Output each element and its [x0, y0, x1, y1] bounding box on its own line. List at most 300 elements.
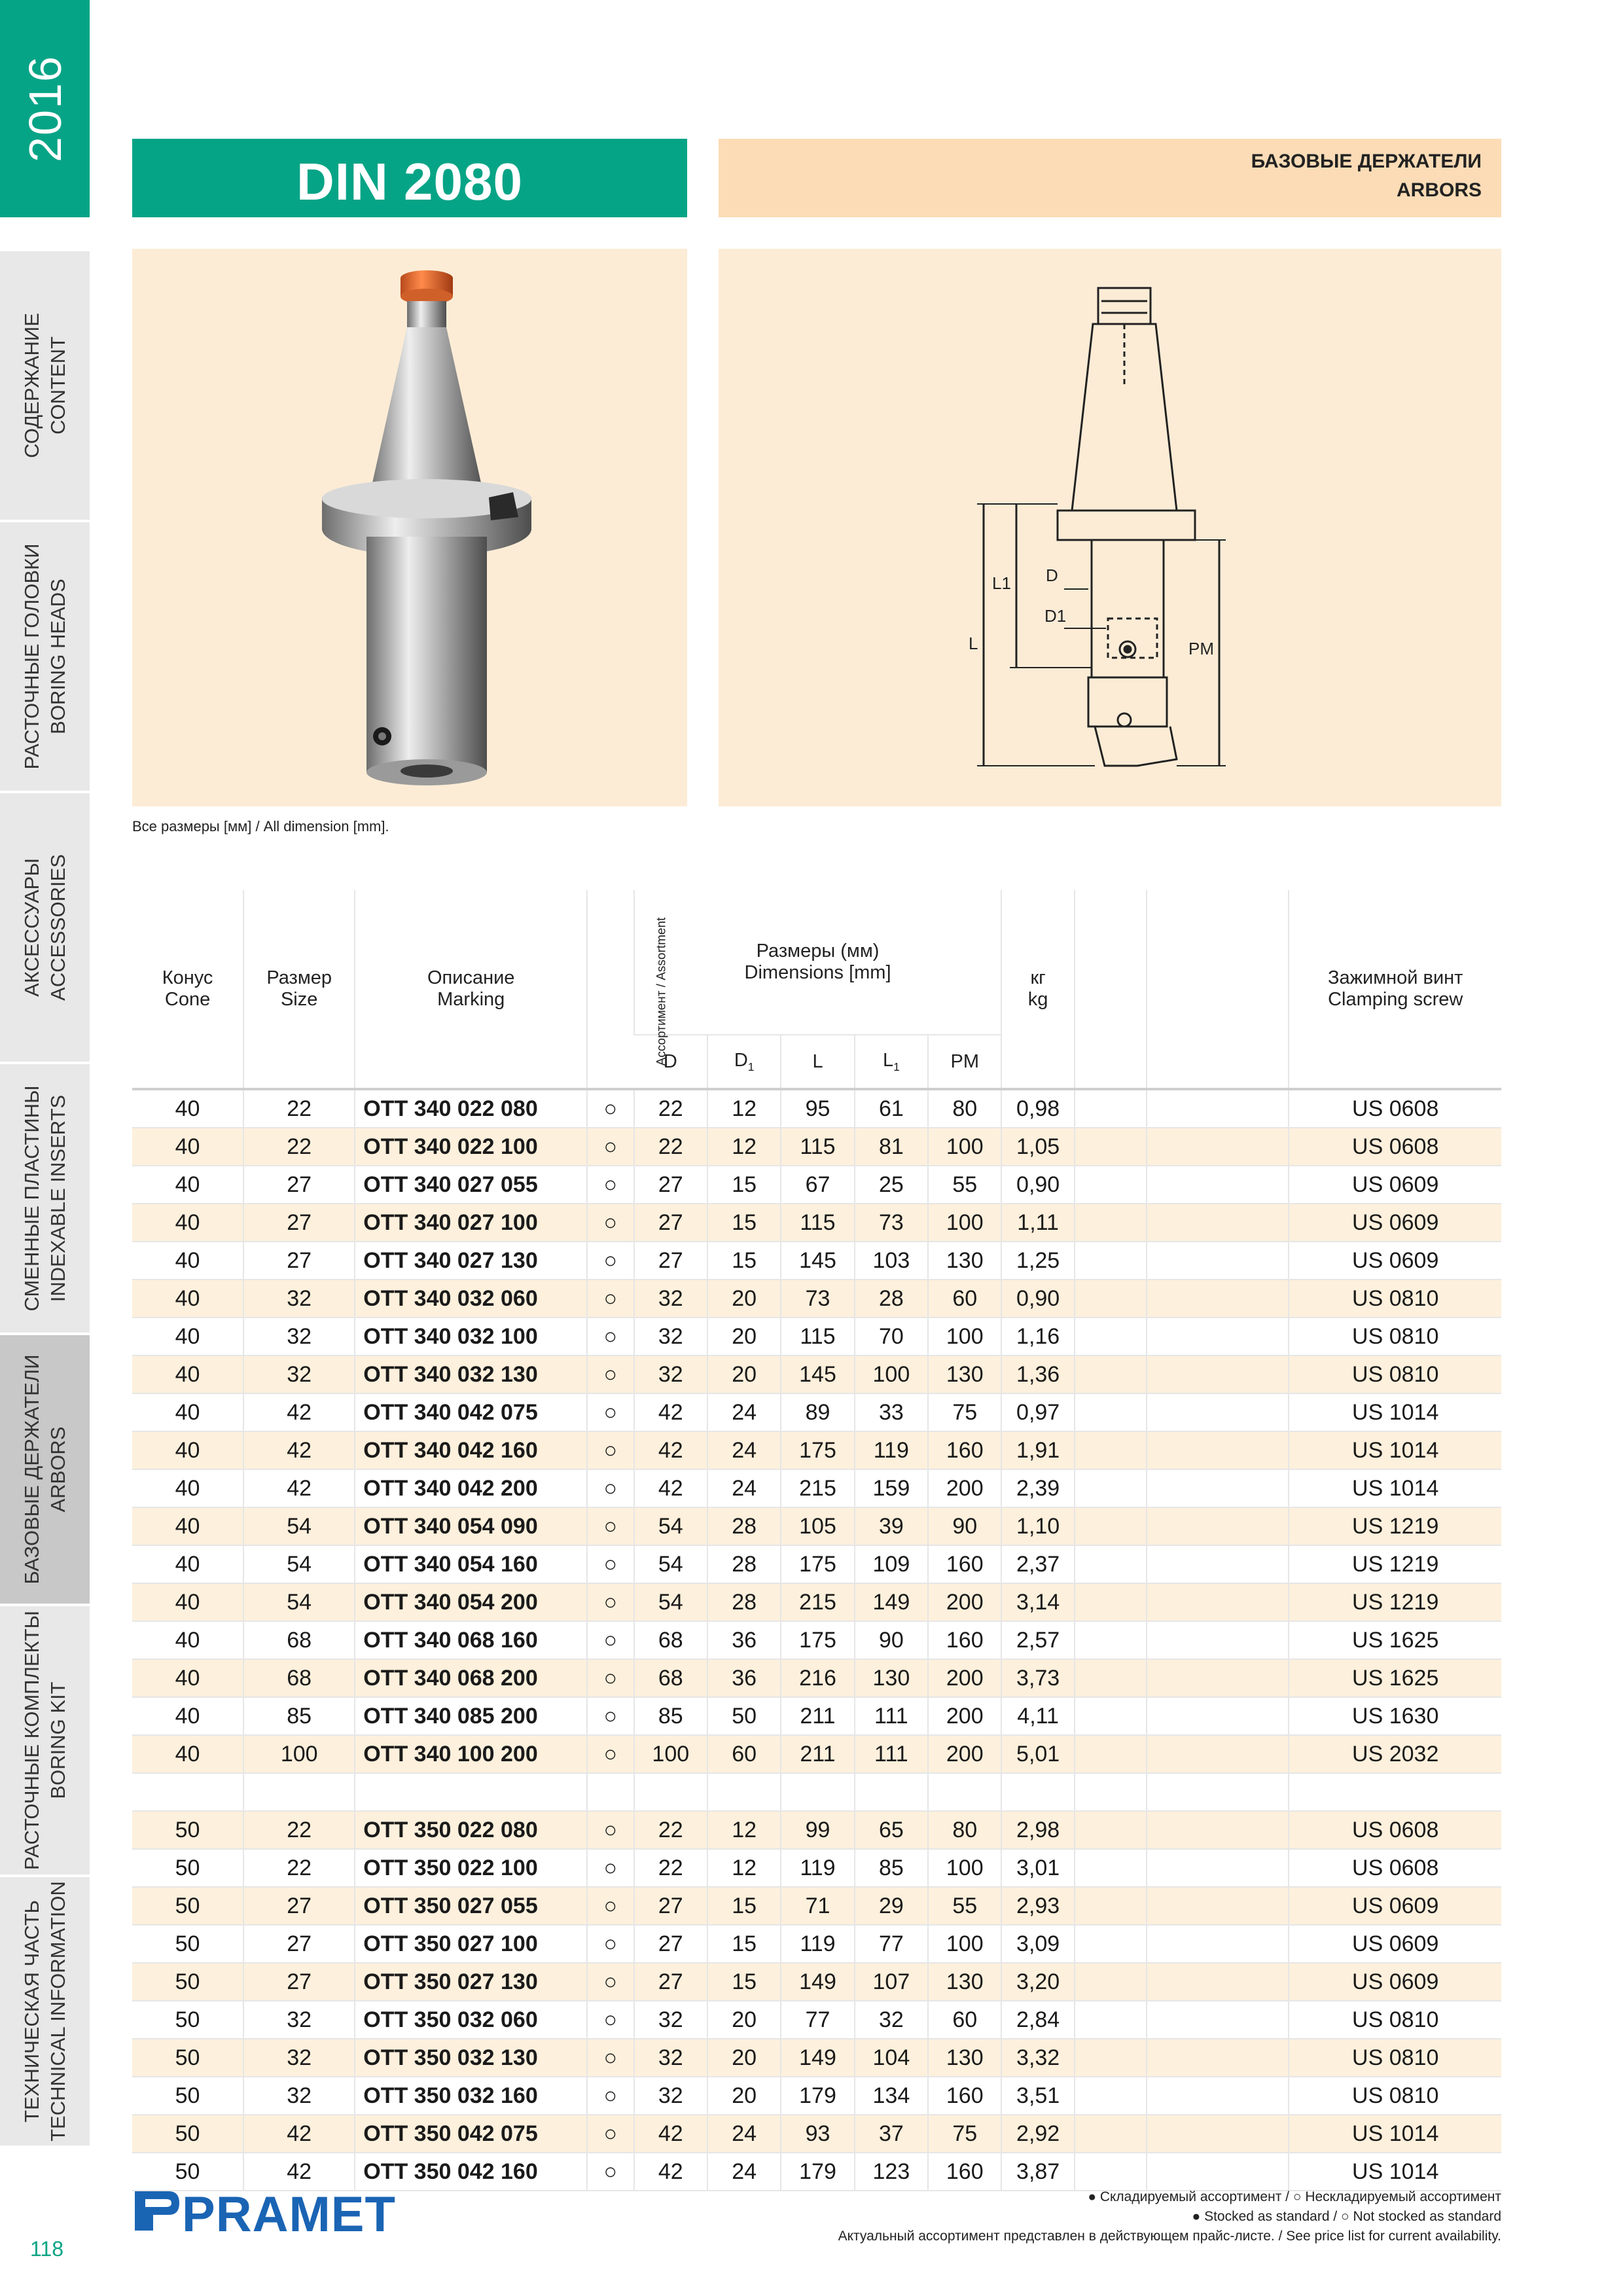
pm-cell: 160: [928, 1621, 1001, 1659]
pm-cell: 160: [928, 1431, 1001, 1469]
d-cell: 22: [634, 1811, 707, 1849]
d1-cell: 36: [707, 1659, 781, 1697]
tab-label-ru: РАСТОЧНЫЕ КОМПЛЕКТЫ: [20, 1610, 43, 1871]
pm-cell: 200: [928, 1469, 1001, 1507]
size-cell: 85: [243, 1697, 355, 1735]
l1-cell: 73: [855, 1204, 928, 1242]
size-cell: 32: [243, 1355, 355, 1393]
cone-cell: 40: [132, 1128, 243, 1166]
pm-cell: 80: [928, 1811, 1001, 1849]
empty-cell: [1147, 1089, 1289, 1128]
l-cell: 215: [781, 1469, 854, 1507]
marking-cell: OTT 350 042 160: [355, 2153, 587, 2191]
marking-cell: OTT 340 022 100: [355, 1128, 587, 1166]
sidebar-tab-accessories[interactable]: [0, 793, 90, 1062]
tab-label-ru: ТЕХНИЧЕСКАЯ ЧАСТЬ: [20, 1900, 43, 2123]
size-cell: 27: [243, 1242, 355, 1280]
cone-cell: 50: [132, 2039, 243, 2077]
l-cell: 115: [781, 1128, 854, 1166]
product-photo: [132, 249, 687, 806]
empty-cell: [1075, 1089, 1147, 1128]
d-cell: 85: [634, 1697, 707, 1735]
product-table: [132, 890, 1501, 2191]
weight-cell: 2,98: [1001, 1811, 1074, 1849]
header-d: D: [634, 1035, 707, 1089]
tab-label-en: ARBORS: [46, 1426, 69, 1513]
l1-cell: 61: [855, 1089, 928, 1128]
empty-cell: [1075, 2039, 1147, 2077]
weight-cell: 2,57: [1001, 1621, 1074, 1659]
l1-cell: 85: [855, 1849, 928, 1887]
l1-cell: 107: [855, 1963, 928, 2001]
l1-cell: 65: [855, 1811, 928, 1849]
marking-cell: OTT 340 068 200: [355, 1659, 587, 1697]
screw-cell: US 1625: [1289, 1621, 1501, 1659]
size-cell: 22: [243, 1849, 355, 1887]
d1-cell: 15: [707, 1963, 781, 2001]
l1-cell: 77: [855, 1925, 928, 1963]
marking-cell: OTT 340 068 160: [355, 1621, 587, 1659]
weight-cell: 0,90: [1001, 1280, 1074, 1318]
empty-cell: [1075, 1849, 1147, 1887]
sidebar-tab-content[interactable]: [0, 251, 90, 520]
marking-cell: OTT 340 042 200: [355, 1469, 587, 1507]
table-row: [132, 1621, 1501, 1659]
year-tab[interactable]: [0, 0, 90, 217]
empty-cell: [1075, 1925, 1147, 1963]
l1-cell: 119: [855, 1431, 928, 1469]
l-cell: 73: [781, 1280, 854, 1318]
weight-cell: 3,73: [1001, 1659, 1074, 1697]
marking-cell: OTT 340 100 200: [355, 1735, 587, 1773]
assortment-cell: ○: [587, 1659, 633, 1697]
screw-cell: US 0609: [1289, 1887, 1501, 1925]
d1-cell: 24: [707, 2153, 781, 2191]
size-cell: 22: [243, 1811, 355, 1849]
marking-cell: OTT 350 032 060: [355, 2001, 587, 2039]
l-cell: 149: [781, 2039, 854, 2077]
d-cell: 32: [634, 2077, 707, 2115]
spacer-cell: [132, 1773, 243, 1811]
table-row: [132, 1204, 1501, 1242]
marking-cell: OTT 350 032 160: [355, 2077, 587, 2115]
assortment-cell: ○: [587, 1887, 633, 1925]
tab-label-ru: СОДЕРЖАНИЕ: [20, 313, 43, 458]
empty-cell: [1147, 1811, 1289, 1849]
pm-cell: 60: [928, 1280, 1001, 1318]
l1-cell: 159: [855, 1469, 928, 1507]
table-row: [132, 1507, 1501, 1545]
l1-cell: 111: [855, 1735, 928, 1773]
table-row: [132, 1735, 1501, 1773]
assortment-cell: ○: [587, 1128, 633, 1166]
l1-cell: 37: [855, 2115, 928, 2153]
l-cell: 179: [781, 2153, 854, 2191]
d1-cell: 12: [707, 1811, 781, 1849]
d-cell: 22: [634, 1849, 707, 1887]
sidebar-tab-technical-information[interactable]: [0, 1877, 90, 2145]
table-row: [132, 1431, 1501, 1469]
table-row: [132, 1697, 1501, 1735]
marking-cell: OTT 340 032 060: [355, 1280, 587, 1318]
tab-label-en: BORING KIT: [46, 1681, 69, 1799]
d1-cell: 15: [707, 1925, 781, 1963]
d1-cell: 20: [707, 2001, 781, 2039]
l1-cell: 123: [855, 2153, 928, 2191]
empty-cell: [1147, 1849, 1289, 1887]
d-cell: 54: [634, 1545, 707, 1583]
size-cell: 32: [243, 2077, 355, 2115]
empty-cell: [1147, 1166, 1289, 1204]
sidebar-tab-indexable-inserts[interactable]: [0, 1064, 90, 1333]
assortment-cell: ○: [587, 1431, 633, 1469]
empty-cell: [1147, 2077, 1289, 2115]
arbor-photo-illustration: [132, 249, 687, 806]
assortment-cell: ○: [587, 2039, 633, 2077]
weight-cell: 3,01: [1001, 1849, 1074, 1887]
assortment-cell: ○: [587, 2153, 633, 2191]
d1-cell: 28: [707, 1545, 781, 1583]
marking-cell: OTT 340 085 200: [355, 1697, 587, 1735]
weight-cell: 2,39: [1001, 1469, 1074, 1507]
screw-cell: US 0608: [1289, 1849, 1501, 1887]
empty-cell: [1075, 1887, 1147, 1925]
table-row: [132, 2001, 1501, 2039]
l1-cell: 81: [855, 1128, 928, 1166]
cone-cell: 40: [132, 1280, 243, 1318]
size-cell: 27: [243, 1166, 355, 1204]
sidebar-tab-boring-heads[interactable]: [0, 522, 90, 791]
cone-cell: 40: [132, 1659, 243, 1697]
empty-cell: [1147, 1507, 1289, 1545]
pm-cell: 130: [928, 1355, 1001, 1393]
pm-cell: 100: [928, 1849, 1001, 1887]
cone-cell: 40: [175, 1551, 200, 1577]
empty-cell: [1075, 1621, 1147, 1659]
screw-cell: US 0609: [1289, 1925, 1501, 1963]
cone-cell: 40: [175, 1703, 200, 1729]
marking-cell: OTT 340 032 130: [355, 1355, 587, 1393]
screw-cell: US 0608: [1289, 1811, 1501, 1849]
l1-cell: 111: [855, 1697, 928, 1735]
empty-cell: [1147, 1280, 1289, 1318]
assortment-cell: ○: [587, 2001, 633, 2039]
empty-cell: [1075, 1393, 1147, 1431]
empty-cell: [1147, 1469, 1289, 1507]
l-cell: 93: [781, 2115, 854, 2153]
l-cell: 115: [781, 1318, 854, 1355]
assortment-cell: ○: [587, 1355, 633, 1393]
legend-note: Актуальный ассортимент представлен в действующем прайс-листе. / See price list for current availability.: [838, 2229, 1501, 2244]
table-row: [132, 1393, 1501, 1431]
empty-cell: [1075, 1280, 1147, 1318]
l-cell: 119: [781, 1925, 854, 1963]
d-cell: 42: [634, 1431, 707, 1469]
cone-cell: 50: [175, 2159, 200, 2184]
assortment-cell: ○: [587, 1280, 633, 1318]
empty-cell: [1075, 1128, 1147, 1166]
marking-cell: OTT 340 054 160: [355, 1545, 587, 1583]
marking-cell: OTT 340 042 075: [355, 1393, 587, 1431]
pm-cell: 100: [928, 1128, 1001, 1166]
weight-cell: 2,37: [1001, 1545, 1074, 1583]
page-title: DIN 2080: [296, 152, 523, 211]
marking-cell: OTT 340 022 080: [355, 1089, 587, 1128]
empty-cell: [1075, 1166, 1147, 1204]
cone-cell: 40: [132, 1204, 243, 1242]
drawing-label-l: L: [969, 634, 978, 653]
table-row: [132, 1089, 1501, 1128]
spacer-cell: [634, 1773, 707, 1811]
empty-cell: [1147, 1318, 1289, 1355]
l-cell: 99: [781, 1811, 854, 1849]
screw-cell: US 1014: [1289, 1393, 1501, 1431]
marking-cell: OTT 340 054 090: [355, 1507, 587, 1545]
l-cell: 211: [781, 1697, 854, 1735]
d-cell: 42: [634, 1469, 707, 1507]
table-row: [132, 1849, 1501, 1887]
marking-cell: OTT 350 027 100: [355, 1925, 587, 1963]
empty-cell: [1147, 2001, 1289, 2039]
size-cell: 54: [243, 1507, 355, 1545]
l1-cell: 32: [855, 2001, 928, 2039]
empty-cell: [1075, 2153, 1147, 2191]
table-spacer-row: [132, 1773, 1501, 1811]
header-pm: PM: [928, 1035, 1001, 1089]
d-cell: 22: [634, 1089, 707, 1128]
l-cell: 211: [781, 1735, 854, 1773]
d1-cell: 12: [707, 1089, 781, 1128]
empty-cell: [1075, 1204, 1147, 1242]
header-empty-2: [1147, 890, 1289, 1089]
table-row: [132, 1242, 1501, 1280]
l-cell: 67: [781, 1166, 854, 1204]
l-cell: 179: [781, 2077, 854, 2115]
l-cell: 175: [781, 1621, 854, 1659]
size-cell: 32: [243, 2039, 355, 2077]
weight-cell: 1,25: [1001, 1242, 1074, 1280]
header-d1: $D_1$: [707, 1035, 781, 1089]
marking-cell: OTT 350 032 130: [355, 2039, 587, 2077]
empty-cell: [1075, 2077, 1147, 2115]
d-cell: 54: [634, 1507, 707, 1545]
cone-cell: 50: [175, 1931, 200, 1956]
empty-cell: [1147, 1963, 1289, 2001]
d1-cell: 60: [707, 1735, 781, 1773]
pm-cell: 200: [928, 1735, 1001, 1773]
screw-cell: US 0810: [1289, 1355, 1501, 1393]
l-cell: 71: [781, 1887, 854, 1925]
assortment-cell: ○: [587, 1545, 633, 1583]
empty-cell: [1075, 1811, 1147, 1849]
d1-cell: 15: [707, 1887, 781, 1925]
size-cell: 42: [243, 2115, 355, 2153]
pm-cell: 200: [928, 1583, 1001, 1621]
weight-cell: 3,32: [1001, 2039, 1074, 2077]
cone-cell: 40: [132, 1507, 243, 1545]
screw-cell: US 1014: [1289, 1469, 1501, 1507]
assortment-cell: ○: [587, 1166, 633, 1204]
pm-cell: 75: [928, 2115, 1001, 2153]
table-row: [132, 1355, 1501, 1393]
empty-cell: [1075, 1963, 1147, 2001]
size-cell: 27: [243, 1887, 355, 1925]
d-cell: 27: [634, 1887, 707, 1925]
d1-cell: 50: [707, 1697, 781, 1735]
screw-cell: US 0810: [1289, 1318, 1501, 1355]
empty-cell: [1147, 1431, 1289, 1469]
empty-cell: [1147, 1621, 1289, 1659]
header-cone: Конус Cone: [132, 890, 243, 1089]
header-screw: Зажимной винт Clamping screw: [1289, 890, 1501, 1089]
marking-cell: OTT 340 032 100: [355, 1318, 587, 1355]
spacer-cell: [1289, 1773, 1501, 1811]
pm-cell: 100: [928, 1204, 1001, 1242]
screw-cell: US 1219: [1289, 1507, 1501, 1545]
size-cell: 42: [243, 1469, 355, 1507]
d-cell: 22: [634, 1128, 707, 1166]
screw-cell: US 0609: [1289, 1166, 1501, 1204]
screw-cell: US 1625: [1289, 1659, 1501, 1697]
pm-cell: 100: [928, 1925, 1001, 1963]
header-l1: $L_1$: [855, 1035, 928, 1089]
d-cell: 27: [634, 1925, 707, 1963]
l1-cell: 109: [855, 1545, 928, 1583]
l-cell: 119: [781, 1849, 854, 1887]
tab-label-en: BORING HEADS: [46, 579, 69, 734]
pm-cell: 55: [928, 1166, 1001, 1204]
pm-cell: 90: [928, 1507, 1001, 1545]
d1-cell: 28: [707, 1583, 781, 1621]
weight-cell: 0,98: [1001, 1089, 1074, 1128]
cone-cell: 40: [132, 1431, 243, 1469]
d1-cell: 20: [707, 1355, 781, 1393]
tab-label-en: TECHNICAL INFORMATION: [46, 1881, 69, 2142]
dimension-note: Все размеры [мм] / All dimension [mm].: [132, 818, 389, 834]
d-cell: 68: [634, 1621, 707, 1659]
size-cell: 22: [243, 1128, 355, 1166]
empty-cell: [1075, 2115, 1147, 2153]
empty-cell: [1075, 1659, 1147, 1697]
size-cell: 27: [243, 1204, 355, 1242]
empty-cell: [1075, 1697, 1147, 1735]
pm-cell: 200: [928, 1659, 1001, 1697]
assortment-cell: ○: [587, 2077, 633, 2115]
cone-cell: 40: [175, 1247, 200, 1273]
tab-label-ru: РАСТОЧНЫЕ ГОЛОВКИ: [20, 543, 43, 770]
weight-cell: 1,05: [1001, 1128, 1074, 1166]
page-title-bar: [132, 139, 687, 217]
size-cell: 32: [243, 1318, 355, 1355]
assortment-cell: ○: [587, 2115, 633, 2153]
l-cell: 89: [781, 1393, 854, 1431]
size-cell: 32: [243, 1280, 355, 1318]
tab-label-ru: БАЗОВЫЕ ДЕРЖАТЕЛИ: [20, 1354, 43, 1585]
spacer-cell: [707, 1773, 781, 1811]
l-cell: 216: [781, 1659, 854, 1697]
empty-cell: [1075, 1583, 1147, 1621]
marking-cell: OTT 350 027 130: [355, 1963, 587, 2001]
pm-cell: 200: [928, 1697, 1001, 1735]
l1-cell: 25: [855, 1166, 928, 1204]
l-cell: 115: [781, 1204, 854, 1242]
table-row: [132, 2039, 1501, 2077]
size-cell: 42: [243, 1431, 355, 1469]
screw-cell: US 0608: [1289, 1128, 1501, 1166]
drawing-label-pm: PM: [1188, 639, 1214, 658]
d1-cell: 20: [707, 2077, 781, 2115]
d1-cell: 36: [707, 1621, 781, 1659]
screw-cell: US 0609: [1289, 1242, 1501, 1280]
l1-cell: 29: [855, 1887, 928, 1925]
tab-label-ru: АКСЕССУАРЫ: [20, 858, 43, 997]
assortment-cell: ○: [587, 1583, 633, 1621]
screw-cell: US 0609: [1289, 1963, 1501, 2001]
size-cell: 68: [243, 1659, 355, 1697]
empty-cell: [1147, 2039, 1289, 2077]
sidebar-tab-arbors[interactable]: [0, 1335, 90, 1604]
l1-cell: 28: [855, 1280, 928, 1318]
assortment-cell: ○: [587, 1204, 633, 1242]
d-cell: 32: [634, 1355, 707, 1393]
l-cell: 105: [781, 1507, 854, 1545]
section-title-en: ARBORS: [1396, 179, 1482, 201]
screw-cell: US 0810: [1289, 2039, 1501, 2077]
weight-cell: 1,16: [1001, 1318, 1074, 1355]
pm-cell: 100: [928, 1318, 1001, 1355]
l-cell: 175: [781, 1545, 854, 1583]
header-dimensions: Размеры (мм) Dimensions [mm]: [634, 890, 1002, 1035]
spacer-cell: [243, 1773, 355, 1811]
l1-cell: 130: [855, 1659, 928, 1697]
marking-cell: OTT 350 022 080: [355, 1811, 587, 1849]
d-cell: 100: [634, 1735, 707, 1773]
table-row: [132, 2153, 1501, 2191]
d-cell: 27: [634, 1166, 707, 1204]
size-cell: 54: [243, 1545, 355, 1583]
l-cell: 149: [781, 1963, 854, 2001]
arbor-technical-drawing: [719, 249, 1501, 806]
section-header: [719, 139, 1501, 217]
spacer-cell: [781, 1773, 854, 1811]
cone-cell: 40: [175, 1475, 200, 1501]
empty-cell: [1075, 1507, 1147, 1545]
sidebar-tab-boring-kit[interactable]: [0, 1606, 90, 1874]
weight-cell: 0,97: [1001, 1393, 1074, 1431]
technical-drawing: [719, 249, 1501, 806]
cone-cell: 50: [175, 2007, 200, 2032]
table-row: [132, 1280, 1501, 1318]
tab-label-ru: СМЕННЫЕ ПЛАСТИНЫ: [20, 1085, 43, 1312]
weight-cell: 1,36: [1001, 1355, 1074, 1393]
weight-cell: 2,92: [1001, 2115, 1074, 2153]
marking-cell: OTT 340 027 100: [355, 1204, 587, 1242]
assortment-cell: ○: [587, 1469, 633, 1507]
size-cell: 27: [243, 1963, 355, 2001]
table-row: [132, 1469, 1501, 1507]
screw-cell: US 0810: [1289, 2077, 1501, 2115]
pm-cell: 80: [928, 1089, 1001, 1128]
l1-cell: 33: [855, 1393, 928, 1431]
marking-cell: OTT 340 027 130: [355, 1242, 587, 1280]
l1-cell: 103: [855, 1242, 928, 1280]
weight-cell: 0,90: [1001, 1166, 1074, 1204]
d-cell: 32: [634, 1280, 707, 1318]
table-row: [132, 1811, 1501, 1849]
header-weight: кг kg: [1001, 890, 1074, 1089]
d-cell: 32: [634, 1318, 707, 1355]
size-cell: 32: [243, 2001, 355, 2039]
